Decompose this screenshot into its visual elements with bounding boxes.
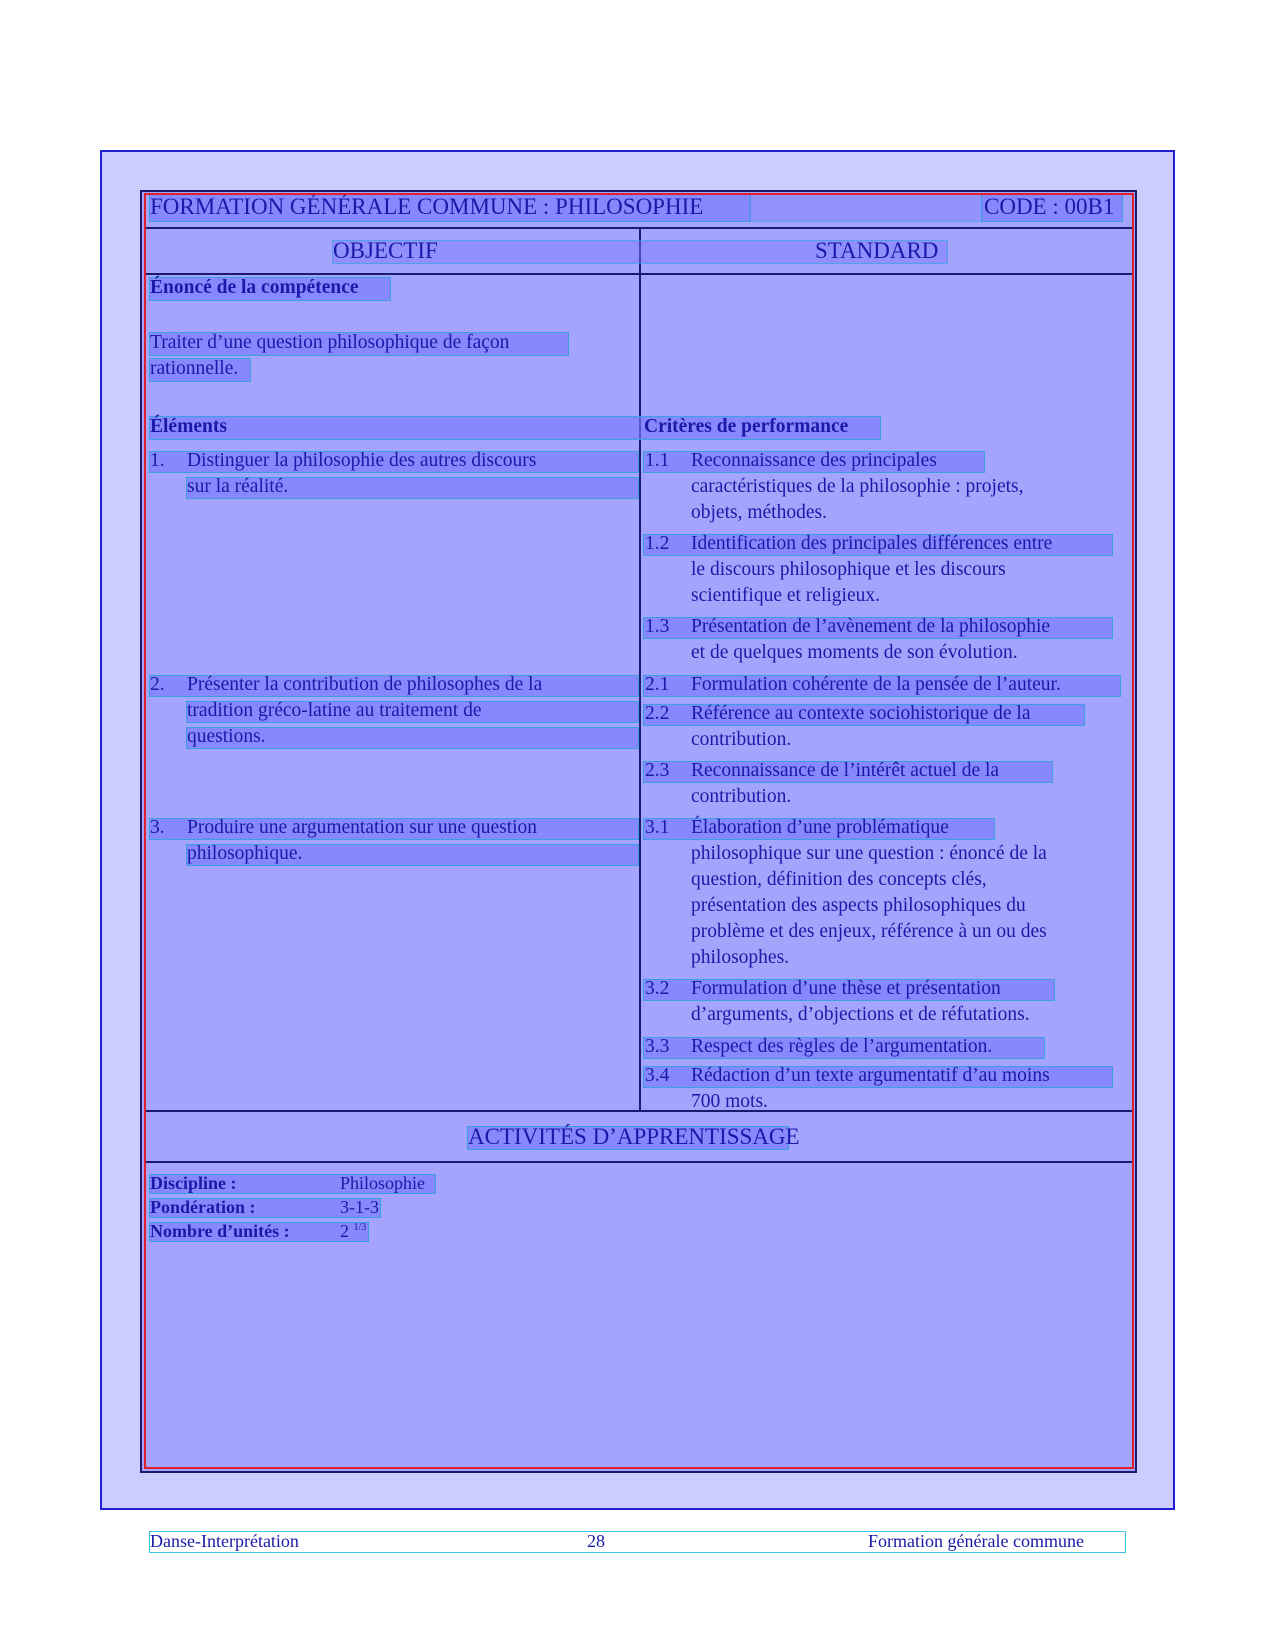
- criterion-1-3-line2: et de quelques moments de son évolution.: [691, 642, 1018, 663]
- criterion-3-1-line3: question, définition des concepts clés,: [691, 869, 987, 890]
- criterion-1-2-line1: Identification des principales différences entre: [691, 533, 1053, 554]
- element-3-line2: philosophique.: [187, 843, 303, 864]
- criterion-3-4-line2: 700 mots.: [691, 1091, 768, 1112]
- element-3-number: 3.: [150, 817, 165, 838]
- element-2-number: 2.: [150, 674, 165, 695]
- element-3-line1: Produire une argumentation sur une question: [187, 817, 538, 838]
- criterion-3-2-line2: d’arguments, d’objections et de réfutations.: [691, 1004, 1030, 1025]
- criterion-1-1-number: 1.1: [645, 450, 670, 471]
- footer-page-number: 28: [587, 1531, 605, 1551]
- criterion-1-3-number: 1.3: [645, 616, 670, 637]
- column-header-standard: STANDARD: [815, 238, 939, 263]
- criterion-3-1-line2: philosophique sur une question : énoncé de la: [691, 843, 1047, 864]
- criterion-2-1-line1: Formulation cohérente de la pensée de l’auteur.: [691, 674, 1061, 695]
- element-2-line2: tradition gréco-latine au traitement de: [187, 700, 482, 721]
- unites-value: [340, 1221, 366, 1242]
- unites-fraction: 1/3: [353, 1222, 367, 1233]
- criterion-2-2-line2: contribution.: [691, 729, 792, 750]
- criterion-3-3-line1: Respect des règles de l’argumentation.: [691, 1036, 993, 1057]
- column-header-objectif: OBJECTIF: [333, 238, 438, 263]
- element-2-line1: Présenter la contribution de philosophes de la: [187, 674, 543, 695]
- title-spacer: [750, 195, 982, 221]
- column-divider: [639, 227, 641, 1111]
- criterion-3-1-line1: Élaboration d’une problématique: [691, 817, 949, 838]
- unites-whole: 2: [340, 1221, 349, 1241]
- criterion-3-3-number: 3.3: [645, 1036, 670, 1057]
- criterion-3-2-number: 3.2: [645, 978, 670, 999]
- criterion-2-1-number: 2.1: [645, 674, 670, 695]
- criterion-2-2-number: 2.2: [645, 703, 670, 724]
- criterion-1-1-line2: caractéristiques de la philosophie : projets,: [691, 476, 1024, 497]
- competence-statement-line2: rationnelle.: [150, 358, 239, 379]
- element-1-number: 1.: [150, 450, 165, 471]
- criterion-1-2-line3: scientifique et religieux.: [691, 585, 880, 606]
- criterion-2-3-line2: contribution.: [691, 786, 792, 807]
- criterion-2-2-line1: Référence au contexte sociohistorique de la: [691, 703, 1031, 724]
- criterion-3-4-line1: Rédaction d’un texte argumentatif d’au moins: [691, 1065, 1050, 1086]
- criterion-3-4-number: 3.4: [645, 1065, 670, 1086]
- footer-section: Formation générale commune: [868, 1531, 1084, 1551]
- criterion-1-1-line1: Reconnaissance des principales: [691, 450, 937, 471]
- competence-heading: Énoncé de la compétence: [150, 277, 359, 298]
- criterion-3-2-line1: Formulation d’une thèse et présentation: [691, 978, 1001, 999]
- element-2-line3: questions.: [187, 726, 266, 747]
- discipline-value: Philosophie: [340, 1173, 426, 1193]
- document-title: FORMATION GÉNÉRALE COMMUNE : PHILOSOPHIE: [150, 194, 704, 219]
- ponderation-label: Pondération :: [150, 1197, 256, 1217]
- element-1-line1: Distinguer la philosophie des autres discours: [187, 450, 537, 471]
- activities-heading: ACTIVITÉS D’APPRENTISSAGE: [468, 1124, 800, 1149]
- criterion-3-1-number: 3.1: [645, 817, 670, 838]
- criterion-2-3-number: 2.3: [645, 760, 670, 781]
- competence-statement-line1: Traiter d’une question philosophique de façon: [150, 332, 510, 353]
- rule-below-activities: [144, 1161, 1134, 1163]
- criterion-2-3-line1: Reconnaissance de l’intérêt actuel de la: [691, 760, 1000, 781]
- criteria-heading: Critères de performance: [644, 416, 849, 437]
- criterion-3-1-line4: présentation des aspects philosophiques du: [691, 895, 1026, 916]
- element-1-line2: sur la réalité.: [187, 476, 289, 497]
- discipline-label: Discipline :: [150, 1173, 237, 1193]
- criterion-1-3-line1: Présentation de l’avènement de la philosophie: [691, 616, 1051, 637]
- criterion-1-2-line2: le discours philosophique et les discours: [691, 559, 1006, 580]
- footer-program: Danse-Interprétation: [150, 1531, 299, 1551]
- elements-heading: Éléments: [150, 416, 227, 437]
- ponderation-value: 3-1-3: [340, 1197, 379, 1217]
- criterion-3-1-line5: problème et des enjeux, référence à un ou des: [691, 921, 1047, 942]
- criterion-3-1-line6: philosophes.: [691, 947, 790, 968]
- criterion-1-2-number: 1.2: [645, 533, 670, 554]
- unites-label: Nombre d’unités :: [150, 1221, 290, 1241]
- course-code: CODE : 00B1: [984, 194, 1115, 219]
- criterion-1-1-line3: objets, méthodes.: [691, 502, 827, 523]
